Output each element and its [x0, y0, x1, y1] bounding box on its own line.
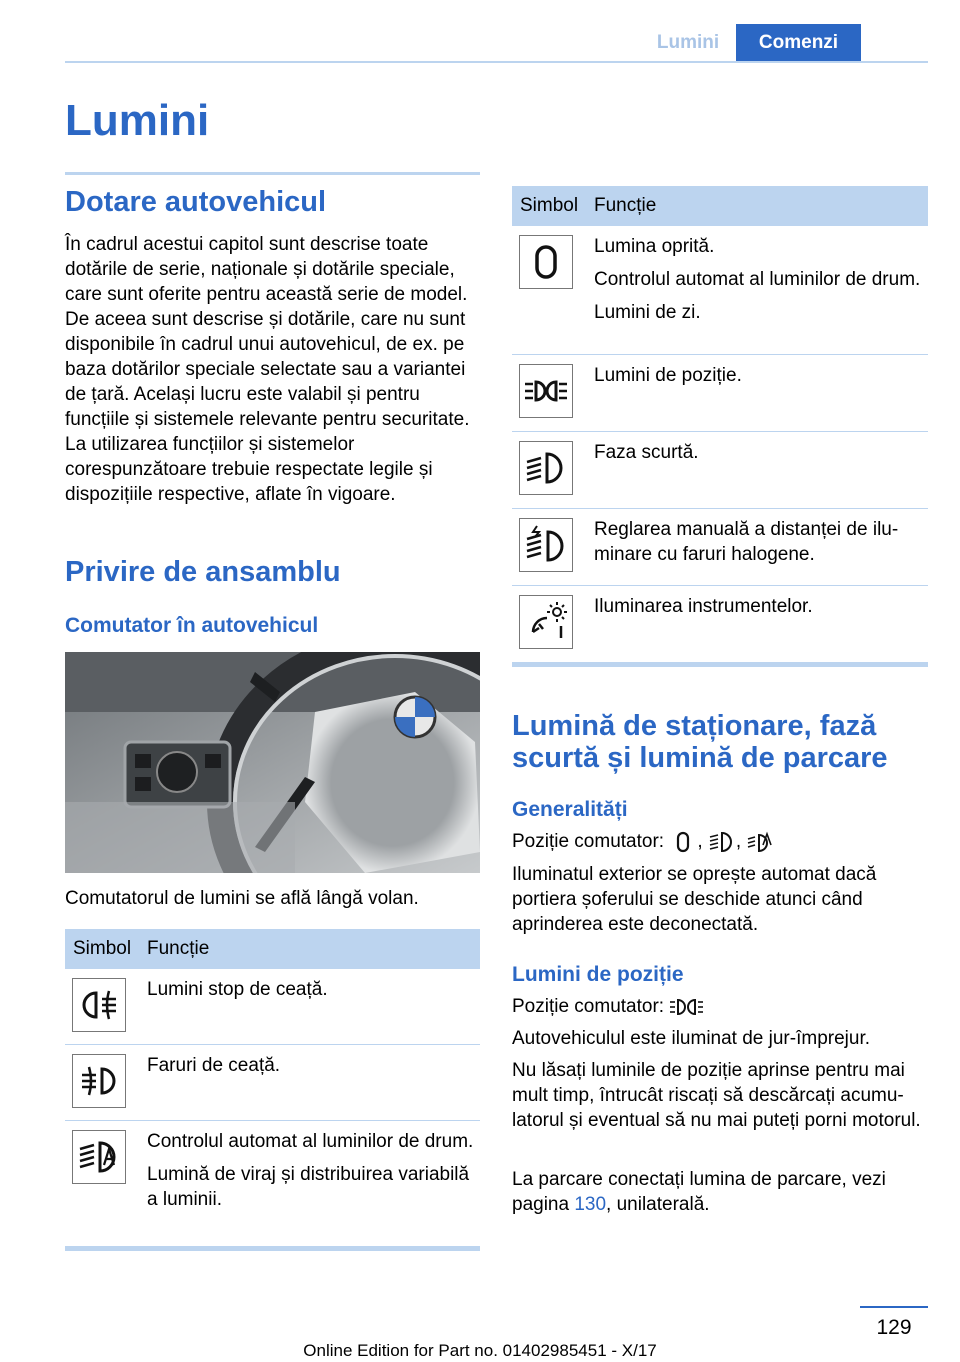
photo-caption: Comutatorul de lumini se află lângă volan.: [65, 888, 419, 909]
position-text-3-post: , unilaterală.: [606, 1194, 710, 1215]
general-switch-positions: [512, 829, 928, 854]
rear-fog-light-icon: [72, 978, 126, 1032]
table-row: [65, 969, 480, 1045]
header-tab-comenzi[interactable]: Comenzi: [736, 24, 861, 61]
subsection-title-generalitati: Generalități: [512, 798, 628, 821]
table-header-symbol: Simbol: [73, 938, 132, 959]
table-header-symbol: Simbol: [520, 195, 579, 216]
subsection-title-lumini-pozitie: Lumini de poziție: [512, 963, 684, 986]
page-title: Lumini: [65, 96, 210, 145]
position-switch: [512, 994, 928, 1019]
separator: ,: [697, 831, 703, 852]
lights-off-zero-icon: [669, 831, 697, 853]
instrument-lighting-icon: [519, 595, 573, 649]
table-cell-function: Faza scurtă.: [594, 442, 699, 463]
table-row: [512, 509, 928, 586]
table-end-rule: [512, 662, 928, 667]
table-row: [512, 432, 928, 509]
table-row: [65, 1045, 480, 1121]
parking-lights-icon: [669, 996, 705, 1018]
right-symbol-table: [512, 186, 928, 667]
table-end-rule: [65, 1246, 480, 1251]
table-header-function: Funcție: [594, 195, 657, 216]
section-title-stationare: Lumină de staționare, fază scurtă și lumină de parcare: [512, 710, 888, 774]
table-cell-function: Faruri de ceață.: [147, 1055, 281, 1076]
header-divider: [65, 61, 928, 63]
table-cell-function: Lumina oprită.: [594, 236, 715, 257]
table-header-function: Funcție: [147, 938, 210, 959]
table-row: [512, 586, 928, 662]
table-row: [512, 226, 928, 355]
table-row: [65, 1121, 480, 1246]
subsection-title-comutator: Comutator în autovehicul: [65, 614, 319, 637]
light-switch-photo: [65, 652, 480, 873]
switch-position-label: Poziție comutator:: [512, 996, 665, 1017]
section-text-dotare: În cadrul acestui capitol sunt descrise toate dotările de serie, naționale și dotările speciale, care sunt oferite pentru această serie de model. De aceea sunt descrise și dotările, care nu sunt disponibile în cadrul unui autovehicul, de ex. pe baza dotărilor speciale selectate sau a variantei de țară. Același lucru este valabil și pentru funcțiile și sistemele relevante pentru securitate. La utilizarea funcțiilor și sistemelor corespunzătoare trebuie respectate legile și dispozițiile respective, aflate în vigoare.: [65, 234, 470, 505]
separator: ,: [735, 831, 742, 852]
headlight-range-icon: [519, 518, 573, 572]
table-header: [512, 186, 928, 226]
switch-position-label: Poziție comutator:: [512, 831, 665, 852]
footer-divider: [860, 1306, 928, 1308]
header-tab-lumini[interactable]: Lumini: [656, 31, 720, 53]
automatic-headlight-icon: [72, 1130, 126, 1184]
footer-edition: Online Edition for Part no. 01402985451 - X/17: [303, 1341, 657, 1360]
automatic-headlight-icon: [746, 831, 774, 853]
title-divider: [65, 172, 480, 175]
front-fog-light-icon: [72, 1054, 126, 1108]
page-link-130[interactable]: 130: [574, 1194, 607, 1215]
table-header: [65, 929, 480, 969]
table-cell-function: Lumină de viraj și distribuirea variabilă a luminii.: [147, 1164, 470, 1210]
position-text-3: [512, 1167, 928, 1217]
table-cell-function: Reglarea manuală a distanței de iluminare cu faruri halogene.: [594, 519, 899, 565]
table-cell-function: Lumini stop de ceață.: [147, 979, 328, 1000]
lights-off-zero-icon: [519, 235, 573, 289]
general-text: Iluminatul exterior se oprește automat dacă portiera șoferului se deschide atunci când aprinderea este deconectată.: [512, 864, 877, 935]
table-cell-function: Controlul automat al luminilor de drum.: [147, 1131, 474, 1152]
position-text-1: Autovehiculul este iluminat de jur-împrejur.: [512, 1028, 871, 1049]
page-number: 129: [876, 1316, 912, 1339]
parking-lights-icon: [519, 364, 573, 418]
low-beam-icon: [519, 441, 573, 495]
table-row: [512, 355, 928, 432]
section-title-privire: Privire de ansamblu: [65, 556, 341, 588]
table-cell-function: Lumini de poziție.: [594, 365, 742, 386]
table-cell-function: Iluminarea instrumentelor.: [594, 596, 813, 617]
left-symbol-table: [65, 929, 480, 1251]
section-title-dotare: Dotare autovehicul: [65, 186, 327, 218]
low-beam-icon: [708, 831, 736, 853]
table-cell-function: Controlul automat al luminilor de drum.: [594, 269, 921, 290]
position-text-2: Nu lăsați luminile de poziție aprinse pentru mai mult timp, întrucât riscați să descărcați acumulatorul și eventual să nu mai puteți porni motorul.: [512, 1060, 921, 1131]
position-text-3-pre: La parcare conectați lumina de parcare, vezi pagina: [512, 1169, 886, 1215]
table-cell-function: Lumini de zi.: [594, 302, 701, 323]
